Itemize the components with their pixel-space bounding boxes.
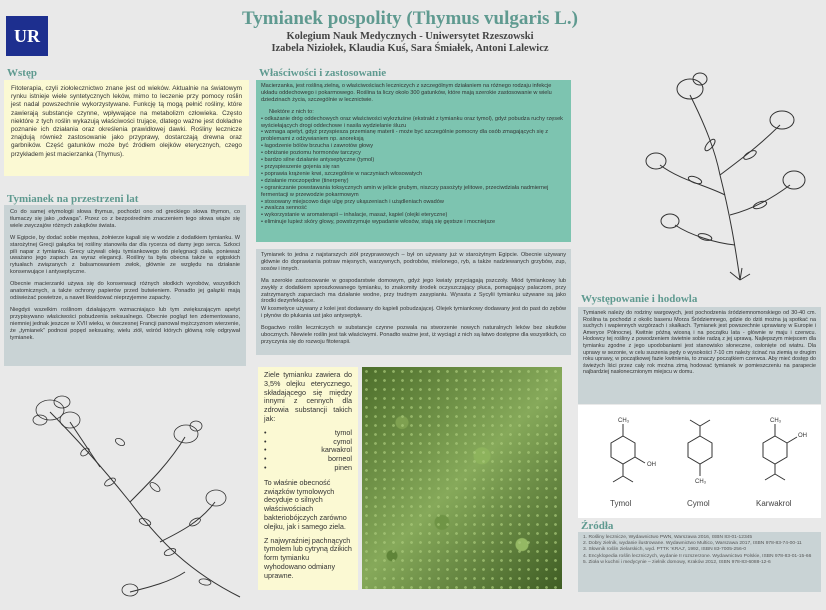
list-item: • borneol [264,454,352,464]
list-item: • wzmaga apetyt, gdyż przyspiesza przemianę materii - może być szczególnie pomocny dla osób zmagających się z problemami z odżywianiem np. anoreksją [261,129,549,143]
list-item: 3. Słownik roślin zielarskich, wyd. PTTK 'KRAJ', 1992, ISBN 83-7005-256-0 [583,547,747,553]
oil-intro: Ziele tymianku zawiera do 3,5% olejku eterycznego, składającego się między innymi z cennych dla zdrowia substancji takich jak: [264,370,352,423]
list-item: 5. Zioła w kuchni i medycynie – zielnik domowy, Kraków 2012, ISBN 978-83-6088-12-6 [583,559,771,565]
culinary-p1: Tymianek to jedna z najstarszych ziół przyprawowych – był on używany już w starożytnym Egipcie. Obecnie używany głównie do doprawiania potraw mięsnych, warzywnych, podrobów, mielonego, ryb, a także nadziewanych grzybów, zup, sosów i innych. [261,252,566,272]
list-item: • karwakrol [264,445,352,455]
thyme-photo-leaves [362,367,562,589]
sources-box [578,532,821,592]
oil-list [264,429,352,473]
occurrence-text: Tymianek należy do rodziny wargowych, jest pochodzenia śródziemnomorskiego od 30-40 cm. Roślina ta pochodzi z okolic basenu Morza Śródziemnego, gdzie do dziś można ją spotkać na suchych i wapiennych wzgórzach i skałkach. Tymianek jest powszechnie uprawiany w Europie i Ameryce Północnej. Kwitnie późną wiosną i na początku lata - głównie w maju i czerwcu. Hodowcy tej rośliny z powodzeniem świetnie sobie radzą z jej uprawą. Najlepszym miejscem dla tymianku zgodne z jego upodobaniami jest stanowisko słoneczne, osłonięte od wiatru. Dla uprawy w sezonie, w celu suszenia pędy o wysokości 7-10 cm należy ścinać na ziemią w drugim roku uprawy, w początkowej fazie kwitnienia, to znaczy początkiem czerwca. Aby mieć dostęp do świeżych liści przez cały rok można zimą hodować tymianek w pomieszczeniu na parapecie najbardziej nasłonecznionym miejscu w domu. [583,310,816,376]
oil-p2: To właśnie obecność związków tymolowych decyduje o silnych właściwościach bakteriobójczych zarówno olejku, jak i samego ziela. [264,477,347,531]
intro-heading: Wstęp [7,67,37,79]
culinary-p4: Bogactwo roślin leczniczych w substancje czynne pozwala na stworzenie nowych naturalnych leków bez skutków ubocznych. Niewiele roślin jest tak właściwymi. Ponadto ważne jest, iż wyciągi z nich są łatwo dostępne dla wszystkich, co przyczynia się do rozwoju fitoterapii. [261,325,566,345]
thyme-plant-drawing [620,65,820,285]
svg-text:OH: OH [798,433,807,439]
molecule-structures [578,405,821,505]
culinary-p3: W kosmetyce używany z kolei jest dodawany do kąpieli pobudzającej. Olejek tymiankowy dodawany jest do past do zębów i płynów do płukania ust jako antyseptyk. [261,306,566,320]
list-item: • wykorzystanie w aromaterapii – inhalacje, masaż, kąpiel (olejki eteryczne) [261,212,448,219]
list-item: 2. Dobry zielnik, wydanie ilustrowane. Wydawnictwo Multico, Warszawa 2017, ISBN 978-83-74-00-11 [583,541,802,547]
authors: Izabela Niziołek, Klaudia Kuś, Sara Śmiałek, Antoni Lalewicz [271,43,549,54]
list-item: • cymol [264,436,352,446]
culinary-box [256,249,571,355]
properties-intro: Macierzanka, jest rośliną zielną, o właściwościach leczniczych z szczególnym działaniem na różnego rodzaju infekcje układu oddechowego i pokarmowego. Roślina ta liczy około 300 gatunków, które mają szerokie zastosowanie w wielu dziedzinach życia, szczególnie w lecznictwie. [261,83,552,103]
properties-box [256,80,571,242]
poster-title: Tymianek pospolity (Thymus vulgaris L.) [242,8,578,29]
svg-text:CH₃: CH₃ [695,479,707,485]
list-item: • poprawia krążenie krwi, szczególnie w naczyniach włosowatych [261,170,423,177]
history-box [4,205,246,366]
svg-text:OH: OH [647,462,656,468]
svg-text:CH₃: CH₃ [770,418,782,424]
history-heading: Tymianek na przestrzeni lat [7,193,139,205]
list-item: • obniżanie poziomu hormonów tarczycy [261,150,361,157]
properties-lead: Niektóre z nich to: [269,108,314,115]
history-p3: Obecnie macierzanki używa się do konserwacji różnych słodkich wyrobów, wszystkich anatomicznych, a także ochrony papierów przed butwieniem. Ponadto jej gałązki mają odświeżać powietrze, a nawet likwidować nieprzyjemne zapachy. [10,281,240,301]
list-item: • przyspieszenie gojenia się ran [261,163,340,170]
molecules-panel [578,405,821,518]
culinary-p2: Ma szerokie zastosowanie w gospodarstwie domowym, gdyż jego kwiaty przyciągają pszczoły. Miód tymiankowy lub zwykły z dodatkiem sproszkowanego tymianku, to znakomity środek oczyszczający płuca, pomagający palaczom, przy zatrzymanych zaparciach ma działanie wodne, przy trudnym zasypianiu. Wyrasta z Sycylii tymianku używane są jako środki dezynfekujące. [261,277,566,305]
occurrence-heading: Występowanie i hodowla [581,293,698,305]
list-item: 4. Encyklopedia roślin leczniczych, wydanie II rozszerzone. Wydawnictwo Polskie, ISBN 978-83-01-15-66 [583,553,812,559]
college-name: Kolegium Nauk Medycznych - Uniwersytet Rzeszowski [286,31,534,42]
intro-box [4,80,249,176]
carvacrol-structure [763,424,797,480]
history-p1: Co do samej etymologii słowa thymus, pochodzi ono od greckiego słowa thymon, co tłumaczy się jako „odwaga”. Przez co z bezpośrednim znaczeniem tego słowa wiąże się wiele zwyczajów różnych zakątków świata. [10,209,240,229]
cymene-structure [688,420,712,476]
svg-text:CH₃: CH₃ [618,418,630,424]
list-item: • bardzo silne działanie antyseptyczne (tymol) [261,157,375,164]
thymol-structure [611,424,645,482]
thymol-label: Tymol [610,499,632,508]
occurrence-box [578,307,821,404]
intro-text: Fitoterapia, czyli ziołolecznictwo znane jest od wieków. Aktualnie na światowym rynku istnieje wiele syntetycznych leków, mimo to leczenie przy pomocy roślin jest nadal powszechnie wykorzystywane. Funkcję tą mogą pełnić rośliny, które zawierają substancje czynne, wpływające na metabolizm człowieka. Często niektóre z tych roślin wykazują właściwości trujące, dlatego ważne jest dokładne poznanie ich działania oraz określenia prawidłowej dawki. Rośliny lecznicze znajdują również zastosowanie jako przyprawy, dostarczają drewna oraz garbników. Część gatunków może być źródłem olejków eterycznych, czego przykładem jest macierzanka (Thymus). [11,85,242,158]
list-item: • tymol [264,427,352,437]
list-item: • ograniczanie powstawania toksycznych amin w jelicie grubym, niszczy pasożyty jelitowe, przeciwdziała nadmiernej fermentacji w przewodzie pokarmowym [261,184,549,198]
essential-oil-box [258,367,358,590]
university-logo: UR [6,16,48,56]
thyme-branch-drawing [10,382,245,602]
list-item: • stosowany miejscowo daje ulgę przy ukąszeniach i użądleniach owadów [261,198,444,205]
sources-heading: Źródła [581,520,614,532]
history-p4: Niegdyś wszelkim roślinom działającym wzmacniająco lub tym zwiększającym apetyt przypisywano właściwości pobudzenia seksualnego. Obecnie pogląd ten zdementowano, niemniej jednak jeszcze w XVII wieku, w ówczesnej Francji panował mężczyznom wierzenie, że „tymianek” podnosi popęd seksualny, wielu ziół, wśród których główną rolę odgrywał tymianek. [10,306,240,341]
cymene-label: Cymol [687,499,710,508]
history-p2: W Egipcie, by dodać sobie męstwa, żołnierze kąpali się w wodzie z dodatkiem tymianku. W starożytnej Grecji gałązka tej rośliny stanowiła dar dla rycerza od damy jego serca. Szkoci pili napar z tymianku. Grecy używali oleju tymiankowego do pielęgnacji ciała, ponieważ uważano jego zapach za wyraz elegancji. Rośliny ta była obecna także w egipskich rytuałach związanych z balsamowaniem zwłok, głównie ze względu na działanie konserwujące i antyseptyczne. [10,234,240,276]
properties-list [261,116,566,227]
list-item: • działanie moczopędne (tinerpeny) [261,177,349,184]
oil-p3: Z najwyraźniej pachnących tymolem lub cytryną dzikich form tymianku wyhodowano odmiany uprawne. [264,535,352,580]
list-item: • zwalcza senność [261,205,307,212]
list-item: • eliminuje lupież skóry głowy, powstrzymuje wypadanie włosów, stają się gęstsze i mocniejsze [261,219,496,226]
carvacrol-label: Karwakrol [756,499,792,508]
list-item: • odkażanie dróg oddechowych oraz właściwości wykrztuśne (ekstrakt z tymianku oraz tymol), gdyż pobudza ruchy rzęsek wyściełających drogi oddechowe i nasila wydzielanie śluzu [261,115,563,129]
properties-heading: Właściwości i zastosowanie [259,67,387,79]
list-item: 1. Rośliny lecznicze, Wydawnictwo PWN, Warszawa 2016, ISBN 83-01-12345 [583,535,753,540]
list-item: • pinen [264,462,352,472]
list-item: • łagodzenie bólów brzucha i zawrotów głowy [261,143,374,150]
